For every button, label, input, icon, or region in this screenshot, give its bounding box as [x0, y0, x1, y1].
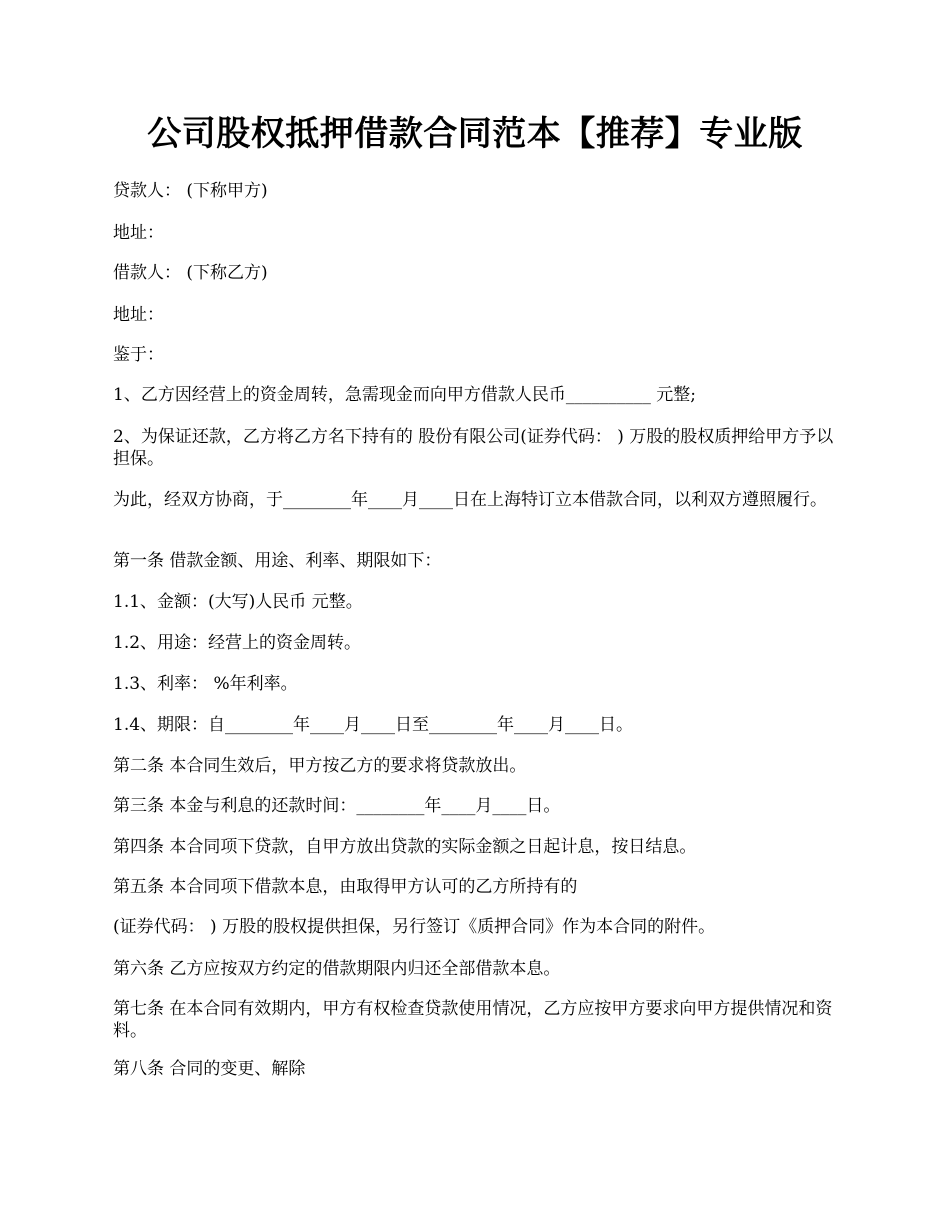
document-title: 公司股权抵押借款合同范本【推荐】专业版 [147, 114, 803, 154]
recital-1: 1、乙方因经营上的资金周转，急需现金而向甲方借款人民币__________ 元整; [113, 385, 696, 405]
whereas-line: 鉴于： [113, 345, 164, 365]
clause-1-1: 1.1、金额：(大写)人民币 元整。 [113, 592, 363, 612]
article-2: 第二条 本合同生效后，甲方按乙方的要求将贷款放出。 [113, 756, 527, 776]
clause-1-2: 1.2、用途：经营上的资金周转。 [113, 633, 362, 653]
clause-1-3: 1.3、利率： %年利率。 [113, 674, 298, 694]
article-5-continued: (证券代码： ) 万股的股权提供担保，另行签订《质押合同》作为本合同的附件。 [113, 917, 716, 937]
borrower-address-line: 地址： [113, 305, 164, 325]
article-4: 第四条 本合同项下贷款，自甲方放出贷款的实际金额之日起计息，按日结息。 [113, 837, 697, 857]
article-1-heading: 第一条 借款金额、用途、利率、期限如下： [113, 551, 442, 571]
clause-1-4: 1.4、期限：自________年____月____日至________年____月____日。 [113, 715, 634, 735]
article-6: 第六条 乙方应按双方约定的借款期限内归还全部借款本息。 [113, 959, 561, 979]
article-3: 第三条 本金与利息的还款时间：________年____月____日。 [113, 796, 561, 816]
article-7: 第七条 在本合同有效期内，甲方有权检查贷款使用情况，乙方应按甲方要求向甲方提供情况和资料。 [113, 999, 833, 1041]
lender-address-line: 地址： [113, 223, 164, 243]
borrower-line: 借款人： (下称乙方) [113, 263, 268, 283]
agreement-intro: 为此，经双方协商，于________年____月____日在上海特订立本借款合同，以利双方遵照履行。 [113, 490, 827, 510]
recital-2: 2、为保证还款，乙方将乙方名下持有的 股份有限公司(证券代码： ) 万股的股权质押给甲方予以担保。 [113, 427, 834, 469]
article-5: 第五条 本合同项下借款本息，由取得甲方认可的乙方所持有的 [113, 877, 578, 897]
article-8: 第八条 合同的变更、解除 [113, 1059, 306, 1079]
lender-line: 贷款人： (下称甲方) [113, 181, 268, 201]
